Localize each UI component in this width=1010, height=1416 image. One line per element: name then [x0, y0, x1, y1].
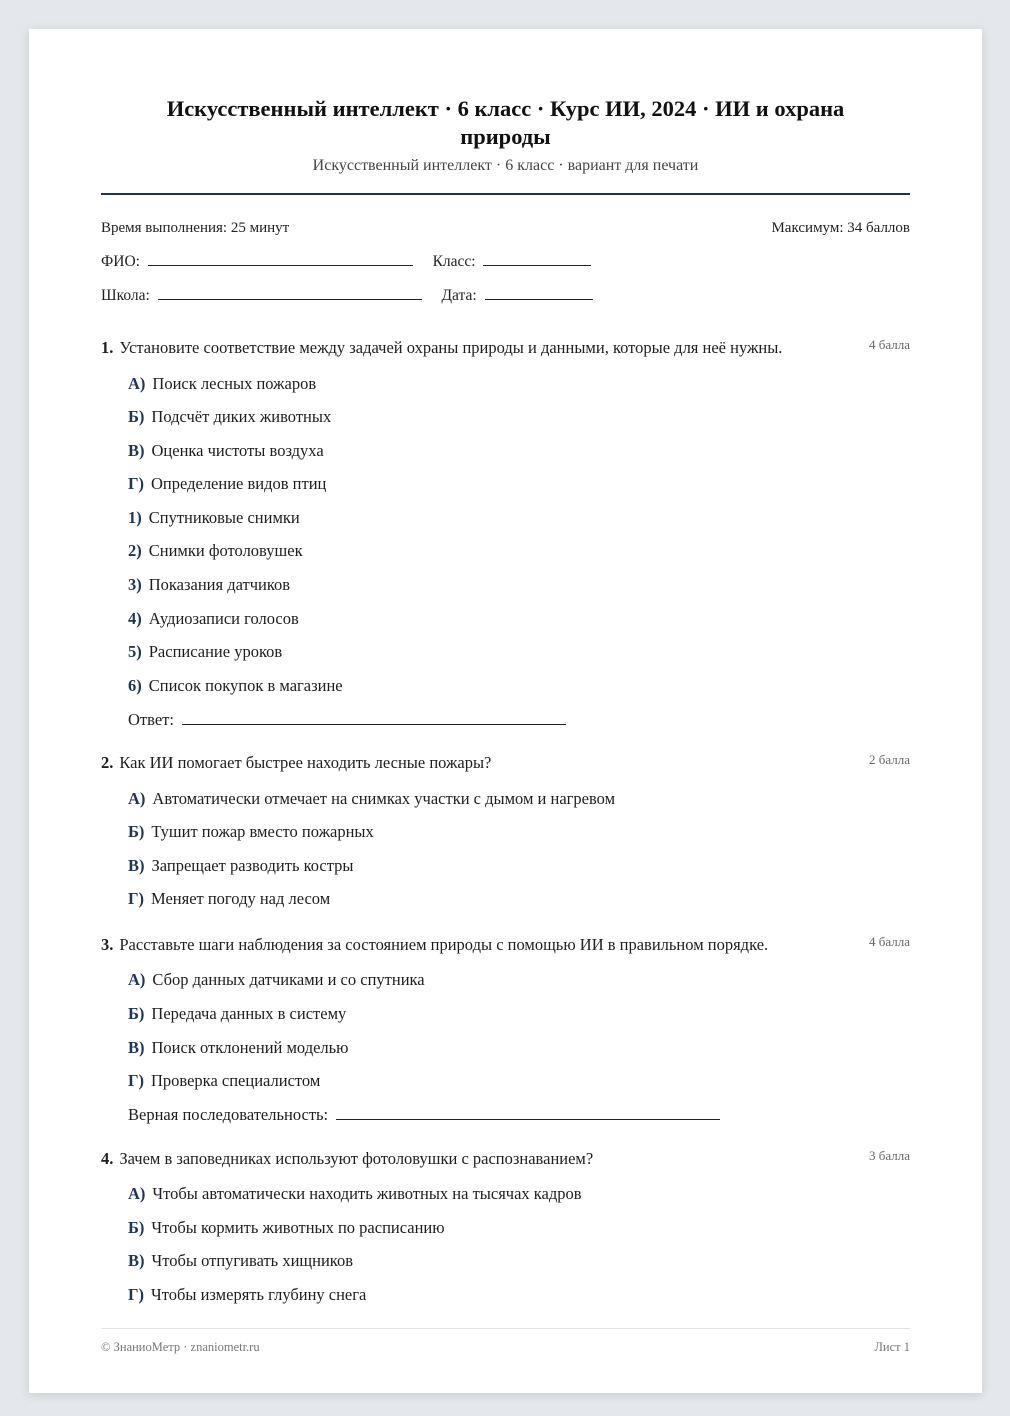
option-text: Запрещает разводить костры [151, 856, 354, 875]
option-text: Проверка специалистом [151, 1071, 321, 1090]
option-item[interactable] [128, 1004, 346, 1024]
question-3 [101, 934, 910, 1124]
question-text: Зачем в заповедниках используют фотоловушки с распознаванием? [119, 1149, 594, 1168]
footer-page-number: Лист 1 [874, 1340, 910, 1354]
class-label: Класс: [432, 253, 476, 270]
option-item[interactable] [128, 789, 615, 809]
option-text: Расписание уроков [148, 642, 283, 661]
name-input-line[interactable] [148, 264, 413, 266]
max-score: Максимум: 34 баллов [771, 220, 910, 236]
option-key: 2) [128, 541, 142, 560]
question-points: 3 балла [869, 1148, 910, 1163]
option-item[interactable] [128, 575, 290, 595]
option-text: Показания датчиков [148, 575, 291, 594]
option-key: В) [128, 441, 145, 460]
question-header [101, 753, 910, 773]
question-header [101, 338, 910, 358]
header-divider [101, 193, 910, 195]
option-key: А) [128, 789, 146, 808]
option-key: В) [128, 856, 145, 875]
footer-divider [101, 1328, 910, 1329]
option-key: 5) [128, 642, 142, 661]
option-item[interactable] [128, 407, 331, 427]
option-key: Г) [128, 1071, 144, 1090]
option-item[interactable] [128, 1251, 353, 1271]
question-points: 2 балла [869, 752, 910, 767]
page-subtitle: Искусственный интеллект · 6 класс · вариант для печати [312, 157, 699, 174]
question-points: 4 балла [869, 337, 910, 352]
option-key: А) [128, 970, 146, 989]
question-header [101, 1149, 910, 1169]
worksheet-page [29, 29, 982, 1393]
question-number: 2. [101, 753, 114, 772]
answer-row [128, 710, 566, 730]
option-item[interactable] [128, 1285, 366, 1305]
option-text: Спутниковые снимки [148, 508, 300, 527]
option-key: Г) [128, 889, 144, 908]
option-item[interactable] [128, 970, 425, 990]
option-text: Меняет погоду над лесом [151, 889, 331, 908]
option-item[interactable] [128, 541, 303, 561]
option-text: Поиск лесных пожаров [152, 374, 317, 393]
option-key: А) [128, 1184, 146, 1203]
question-header [101, 935, 910, 955]
option-text: Чтобы отпугивать хищников [151, 1251, 353, 1270]
option-text: Оценка чистоты воздуха [151, 441, 324, 460]
option-item[interactable] [128, 856, 354, 876]
name-class-row [101, 253, 910, 271]
answer-input-line[interactable] [182, 723, 566, 725]
school-label: Школа: [101, 287, 150, 304]
page-title: Искусственный интеллект · 6 класс · Курс ИИ, 2024 · ИИ и охрана природы [166, 96, 845, 149]
option-item[interactable] [128, 609, 299, 629]
date-label: Дата: [441, 287, 477, 304]
option-key: Б) [128, 822, 145, 841]
option-text: Чтобы автоматически находить животных на тысячах кадров [152, 1184, 582, 1203]
option-key: Г) [128, 1285, 144, 1304]
option-item[interactable] [128, 474, 326, 494]
school-date-row [101, 287, 910, 305]
option-item[interactable] [128, 441, 324, 461]
option-key: Б) [128, 407, 145, 426]
option-item[interactable] [128, 1218, 445, 1238]
time-limit: Время выполнения: 25 минут [101, 220, 290, 236]
option-item[interactable] [128, 1038, 349, 1058]
option-key: Б) [128, 1004, 145, 1023]
option-text: Сбор данных датчиками и со спутника [152, 970, 425, 989]
answer-label: Ответ: [128, 710, 174, 729]
option-item[interactable] [128, 642, 282, 662]
option-key: В) [128, 1251, 145, 1270]
option-item[interactable] [128, 1184, 582, 1204]
option-key: Г) [128, 474, 144, 493]
option-text: Автоматически отмечает на снимках участки с дымом и нагревом [152, 789, 616, 808]
answer-label: Верная последовательность: [128, 1105, 329, 1124]
option-text: Поиск отклонений моделью [151, 1038, 349, 1057]
option-item[interactable] [128, 374, 316, 394]
answer-input-line[interactable] [336, 1118, 720, 1120]
question-1 [101, 337, 910, 729]
option-text: Список покупок в магазине [148, 676, 343, 695]
option-item[interactable] [128, 508, 300, 528]
meta-row [101, 220, 910, 237]
question-text: Установите соответствие между задачей охраны природы и данными, которые для неё нужны. [119, 338, 783, 357]
option-text: Чтобы измерять глубину снега [151, 1285, 367, 1304]
option-text: Определение видов птиц [151, 474, 327, 493]
option-item[interactable] [128, 822, 374, 842]
option-item[interactable] [128, 1071, 320, 1091]
question-4 [101, 1148, 910, 1304]
option-key: 3) [128, 575, 142, 594]
option-key: 4) [128, 609, 142, 628]
question-points: 4 балла [869, 934, 910, 949]
option-item[interactable] [128, 889, 330, 909]
option-key: А) [128, 374, 146, 393]
footer-copyright: © ЗнаниоМетр · znaniometr.ru [101, 1340, 260, 1354]
option-key: 6) [128, 676, 142, 695]
question-text: Расставьте шаги наблюдения за состоянием природы с помощью ИИ в правильном порядке. [119, 935, 769, 954]
class-input-line[interactable] [483, 264, 591, 266]
question-number: 4. [101, 1149, 114, 1168]
option-key: Б) [128, 1218, 145, 1237]
option-text: Аудиозаписи голосов [148, 609, 299, 628]
answer-row [128, 1105, 720, 1125]
question-number: 1. [101, 338, 114, 357]
option-text: Тушит пожар вместо пожарных [151, 822, 374, 841]
question-text: Как ИИ помогает быстрее находить лесные пожары? [119, 753, 492, 772]
option-key: 1) [128, 508, 142, 527]
school-input-line[interactable] [158, 298, 422, 300]
question-number: 3. [101, 935, 114, 954]
option-text: Передача данных в систему [151, 1004, 347, 1023]
question-2 [101, 752, 910, 908]
option-item[interactable] [128, 676, 343, 696]
name-label: ФИО: [101, 253, 140, 270]
date-input-line[interactable] [485, 298, 593, 300]
option-text: Чтобы кормить животных по расписанию [151, 1218, 445, 1237]
option-text: Подсчёт диких животных [151, 407, 332, 426]
option-key: В) [128, 1038, 145, 1057]
option-text: Снимки фотоловушек [148, 541, 303, 560]
